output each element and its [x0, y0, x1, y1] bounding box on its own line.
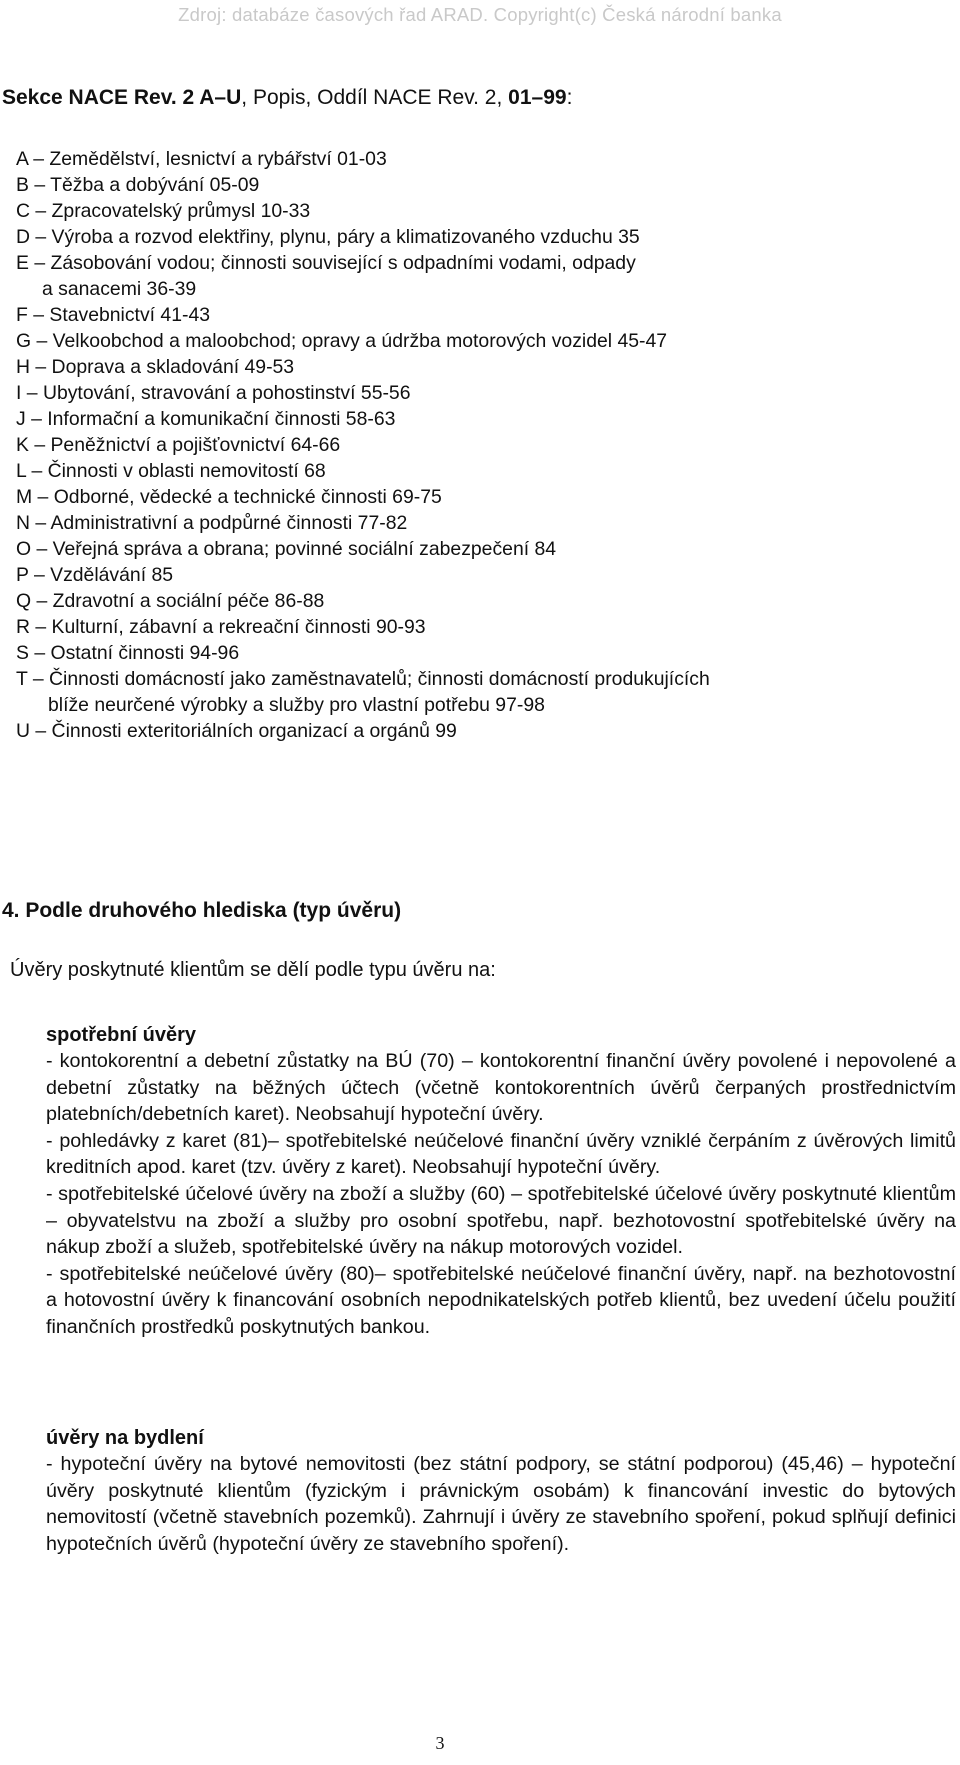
- loan-type-paragraph: - hypoteční úvěry na bytové nemovitosti (bez státní podpory, se státní podporou) (45,46) – hypoteční úvěry poskytnuté klientům (fyzickým i právnickým osobám) k financování investic do bytových nemovitostí (včetně stavebních pozemků). Zahrnují i úvěry ze stavebního spoření, pokud splňují definici hypotečních úvěrů (hypoteční úvěry ze stavebního spoření).: [46, 1453, 956, 1555]
- nace-title-bold-2: 01–99: [508, 86, 567, 109]
- nace-section-item: [16, 198, 946, 224]
- nace-title-bold-1: Sekce NACE Rev. 2 A–U: [2, 86, 242, 109]
- section-4-intro: Úvěry poskytnuté klientům se dělí podle typu úvěru na:: [10, 959, 496, 981]
- nace-section-line-continued: blíže neurčené výrobky a služby pro vlastní potřebu 97-98: [48, 694, 545, 716]
- nace-section-item: [16, 406, 946, 432]
- nace-section-line: D – Výroba a rozvod elektřiny, plynu, páry a klimatizovaného vzduchu 35: [16, 226, 640, 248]
- nace-section-line: A – Zemědělství, lesnictví a rybářství 01-03: [16, 148, 387, 170]
- nace-section-line: S – Ostatní činnosti 94-96: [16, 642, 240, 664]
- nace-section-line: U – Činnosti exteritoriálních organizací a orgánů 99: [16, 720, 457, 742]
- nace-section-item: [16, 328, 946, 354]
- nace-section-item: [16, 666, 946, 718]
- nace-section-item: [16, 562, 946, 588]
- nace-section-item: [16, 172, 946, 198]
- nace-section-item: [16, 588, 946, 614]
- nace-section-line: F – Stavebnictví 41-43: [16, 304, 211, 326]
- nace-section-list: [16, 146, 946, 744]
- nace-section-item: [16, 250, 946, 302]
- nace-section-line: N – Administrativní a podpůrné činnosti 77-82: [16, 512, 408, 534]
- housing-loans-heading: úvěry na bydlení: [46, 1427, 204, 1449]
- loan-type-paragraph: - spotřebitelské účelové úvěry na zboží a služby (60) – spotřebitelské účelové úvěry poskytnuté klientům – obyvatelstvu na zboží a služby pro osobní spotřebu, např. bezhotovostní spotřebitelské úvěry na nákup zboží a služeb, spotřebitelské úvěry na nákup motorových vozidel.: [46, 1182, 956, 1259]
- nace-section-item: [16, 718, 946, 744]
- loan-type-paragraph: - pohledávky z karet (81)– spotřebitelské neúčelové finanční úvěry vzniklé čerpáním z úvěrových limitů kreditních apod. karet (tzv. úvěry z karet). Neobsahují hypoteční úvěry.: [46, 1129, 956, 1179]
- nace-section-item: [16, 640, 946, 666]
- nace-section-item: [16, 302, 946, 328]
- loan-type-paragraph: - kontokorentní a debetní zůstatky na BÚ (70) – kontokorentní finanční úvěry povolené i nepovolené a debetní zůstatky na běžných účtech (včetně kontokorentních úvěrů čerpaných prostřednictvím platebních/debetních karet). Neobsahují hypoteční úvěry.: [46, 1050, 956, 1126]
- housing-loans-block: [46, 1425, 956, 1557]
- nace-section-line: E – Zásobování vodou; činnosti související s odpadními vodami, odpady: [16, 252, 636, 274]
- nace-section-item: [16, 146, 946, 172]
- nace-section-line: T – Činnosti domácností jako zaměstnavatelů; činnosti domácností produkujících: [16, 668, 710, 690]
- nace-section-item: [16, 354, 946, 380]
- nace-section-item: [16, 484, 946, 510]
- nace-section-item: [16, 224, 946, 250]
- nace-section-line: B – Těžba a dobývání 05-09: [16, 174, 260, 196]
- nace-section-line: Q – Zdravotní a sociální péče 86-88: [16, 590, 325, 612]
- nace-section-line: H – Doprava a skladování 49-53: [16, 356, 295, 378]
- nace-title-text: , Popis, Oddíl NACE Rev. 2,: [241, 86, 509, 109]
- nace-title-colon: :: [566, 86, 573, 109]
- nace-section-line: R – Kulturní, zábavní a rekreační činnosti 90-93: [16, 616, 426, 638]
- nace-title: [2, 86, 572, 110]
- page-number: 3: [435, 1733, 445, 1753]
- source-header: Zdroj: databáze časových řad ARAD. Copyright(c) Česká národní banka: [178, 4, 782, 25]
- nace-section-line: P – Vzdělávání 85: [16, 564, 174, 586]
- nace-section-line: G – Velkoobchod a maloobchod; opravy a údržba motorových vozidel 45-47: [16, 330, 668, 352]
- nace-section-line-continued: a sanacemi 36-39: [42, 278, 197, 300]
- nace-section-line: I – Ubytování, stravování a pohostinství 55-56: [16, 382, 411, 404]
- nace-section-line: M – Odborné, vědecké a technické činnosti 69-75: [16, 486, 442, 508]
- nace-section-line: K – Peněžnictví a pojišťovnictví 64-66: [16, 434, 341, 456]
- nace-section-line: J – Informační a komunikační činnosti 58-63: [16, 408, 396, 430]
- nace-section-line: L – Činnosti v oblasti nemovitostí 68: [16, 460, 326, 482]
- nace-section-line: O – Veřejná správa a obrana; povinné sociální zabezpečení 84: [16, 538, 557, 560]
- nace-section-line: C – Zpracovatelský průmysl 10-33: [16, 200, 311, 222]
- consumer-loans-block: [46, 1022, 956, 1341]
- loan-type-paragraph: - spotřebitelské neúčelové úvěry (80)– spotřebitelské neúčelové finanční úvěry, např. na bezhotovostní a hotovostní úvěry k financování osobních nepodnikatelských potřeb klientů, bez uvedení účelu použití finančních prostředků poskytnutých bankou.: [46, 1262, 956, 1338]
- nace-section-item: [16, 432, 946, 458]
- nace-section-item: [16, 510, 946, 536]
- nace-section-item: [16, 536, 946, 562]
- nace-section-item: [16, 458, 946, 484]
- section-4-heading: 4. Podle druhového hlediska (typ úvěru): [2, 899, 402, 922]
- consumer-loans-heading: spotřební úvěry: [46, 1024, 197, 1046]
- nace-section-item: [16, 614, 946, 640]
- nace-section-item: [16, 380, 946, 406]
